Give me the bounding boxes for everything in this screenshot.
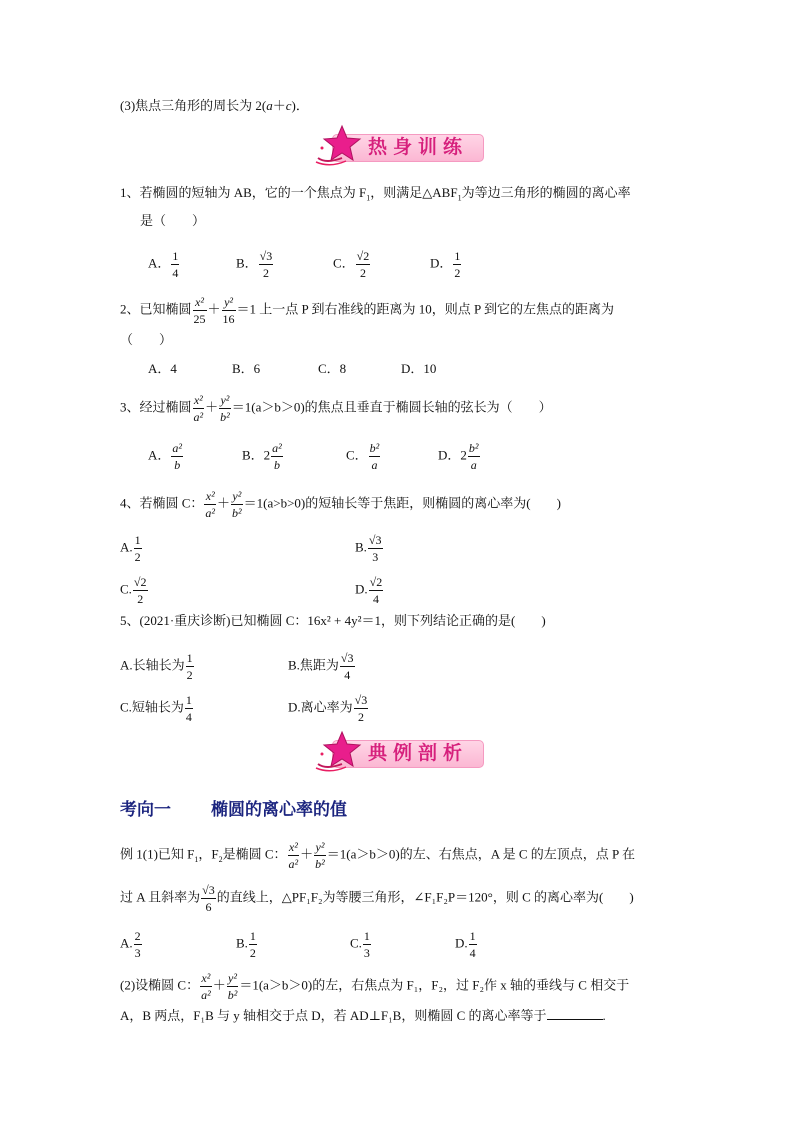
q5-option-b xyxy=(288,652,356,681)
ex2-line1 xyxy=(120,972,629,1001)
option-label: A.长轴长为 xyxy=(120,657,185,673)
warmup-title: 热身训练 xyxy=(367,136,468,158)
ex2-pre: (2)设椭圆 C： xyxy=(120,977,200,993)
intro-var-c: c xyxy=(285,98,292,113)
q2-post: ＝1 上一点 P 到右准线的距离为 10，则点 P 到它的左焦点的距离为 xyxy=(236,301,615,317)
ex2-line2 xyxy=(120,1007,606,1025)
option-label: B．2 xyxy=(242,447,271,463)
q1-option-d xyxy=(430,250,462,279)
option-label: B. xyxy=(355,539,367,555)
q5-line1: 5、(2021·重庆诊断)已知椭圆 C：16x² + 4y²＝1，则下列结论正确的是( ) xyxy=(120,613,546,628)
q4-option-a xyxy=(120,534,143,563)
fraction: $\frac{1}{4}$ xyxy=(172,249,179,280)
q1-line1 xyxy=(120,184,631,202)
fraction: $\frac{√2}{2}$ xyxy=(356,249,370,280)
ex1-post: ＝1(a＞b＞0)的左、右焦点，A 是 C 的左顶点，点 P 在 xyxy=(326,846,636,862)
q2-option-d: D．10 xyxy=(401,361,437,376)
option-label: C. xyxy=(350,935,362,951)
q2-line2: （ ） xyxy=(120,332,173,347)
fraction: $\frac{\text{x²}}{\text{a²}}$ xyxy=(193,393,204,424)
ex1-line2 xyxy=(120,884,634,913)
ex1-line1 xyxy=(120,841,635,870)
q2-option-a: A．4 xyxy=(148,361,177,376)
option-label: A. xyxy=(120,539,133,555)
q4-pre: 4、若椭圆 C： xyxy=(120,495,204,511)
fraction: $\frac{√3}{2}$ xyxy=(259,249,273,280)
ex1-mid2: 是椭圆 C： xyxy=(222,846,287,862)
q2-option-c: C．8 xyxy=(318,361,347,376)
sub: 1 xyxy=(194,855,199,865)
q1-sub2: 1 xyxy=(457,193,462,203)
ex1-pre: 例 1(1)已知 F xyxy=(120,846,195,862)
option-label: C.短轴长为 xyxy=(120,699,184,715)
fraction: $\frac{2}{3}$ xyxy=(134,929,141,960)
fraction: $\frac{\text{x²}}{25}$ xyxy=(193,295,206,326)
section-label: 考向一 xyxy=(120,800,171,820)
fraction: $\frac{\text{y²}}{\text{b²}}$ xyxy=(315,840,325,871)
ex1-option-a xyxy=(120,930,143,959)
option-label: A． xyxy=(148,447,171,463)
fraction: $\frac{\text{b²}}{a}$ xyxy=(369,441,380,472)
fraction: $\frac{\text{x²}}{\text{a²}}$ xyxy=(288,840,299,871)
fraction: $\frac{√2}{2}$ xyxy=(133,575,147,606)
q4-post: ＝1(a>b>0)的短轴长等于焦距，则椭圆的离心率为( ) xyxy=(243,495,561,511)
ex2-end: . xyxy=(602,1008,606,1023)
section-title: 椭圆的离心率的值 xyxy=(211,800,347,820)
option-label: A． xyxy=(148,255,171,271)
option-label: C． xyxy=(333,255,355,271)
plus: ＋ xyxy=(207,301,221,317)
q4-option-c xyxy=(120,576,149,605)
plus: ＋ xyxy=(212,977,226,993)
option-label: D. xyxy=(455,935,468,951)
fraction: $\frac{\text{a²}}{b}$ xyxy=(172,441,182,472)
fraction: $\frac{1}{2}$ xyxy=(186,651,193,682)
fraction: $\frac{√3}{2}$ xyxy=(354,693,368,724)
q1-option-a xyxy=(148,250,180,279)
intro-end: )． xyxy=(291,98,309,113)
intro-text: (3)焦点三角形的周长为 2( xyxy=(120,98,267,113)
q1-option-b xyxy=(236,250,274,279)
fraction: $\frac{1}{2}$ xyxy=(134,533,141,564)
fraction: $\frac{\text{y²}}{\text{b²}}$ xyxy=(232,489,242,520)
q1-option-c xyxy=(333,250,371,279)
ex1-l2-pre: 过 A 且斜率为 xyxy=(120,889,201,905)
sub: 2 xyxy=(218,855,223,865)
q1-text: 1、若椭圆的短轴为 AB，它的一个焦点为 F xyxy=(120,185,367,200)
q1-text-b: ，则满足△ABF xyxy=(370,185,458,200)
q3-line1 xyxy=(120,394,552,423)
option-label: C. xyxy=(120,581,132,597)
q4-option-d xyxy=(355,576,384,605)
intro-line xyxy=(120,97,309,115)
plus: ＋ xyxy=(205,399,219,415)
fraction: $\frac{1}{3}$ xyxy=(363,929,370,960)
q5-option-d xyxy=(288,694,369,723)
q3-option-d xyxy=(438,442,481,471)
answer-blank[interactable] xyxy=(547,1019,603,1020)
fraction: $\frac{√2}{4}$ xyxy=(369,575,383,606)
fraction: $\frac{\text{y²}}{16}$ xyxy=(222,295,235,326)
ex1-option-c xyxy=(350,930,372,959)
ex1-l2-post: 的直线上，△PF₁F₂为等腰三角形，∠F₁F₂P＝120°，则 C 的离心率为( ) xyxy=(216,889,634,905)
examples-title: 典例剖析 xyxy=(367,742,468,764)
plus: ＋ xyxy=(217,495,231,511)
option-label: B. xyxy=(236,935,248,951)
fraction: $\frac{1}{4}$ xyxy=(469,929,476,960)
plus: ＋ xyxy=(300,846,314,862)
ex1-mid: ，F xyxy=(198,846,219,862)
fraction: $\frac{\text{a²}}{b}$ xyxy=(272,441,282,472)
q2-pre: 2、已知椭圆 xyxy=(120,301,192,317)
fraction: $\frac{√3}{3}$ xyxy=(368,533,382,564)
option-label: B.焦距为 xyxy=(288,657,339,673)
fraction: $\frac{\text{x²}}{\text{a²}}$ xyxy=(201,971,211,1002)
fraction: $\frac{\text{b²}}{a}$ xyxy=(468,441,479,472)
q3-pre: 3、经过椭圆 xyxy=(120,399,192,415)
q3-option-c xyxy=(346,442,381,471)
fraction: $\frac{\text{x²}}{\text{a²}}$ xyxy=(205,489,216,520)
option-label: C． xyxy=(346,447,368,463)
q2-line1 xyxy=(120,296,614,325)
option-label: D. xyxy=(355,581,368,597)
fraction: $\frac{1}{4}$ xyxy=(185,693,192,724)
q4-option-b xyxy=(355,534,384,563)
warmup-banner xyxy=(312,124,484,166)
fraction: $\frac{√3}{4}$ xyxy=(340,651,354,682)
option-label: D． xyxy=(430,255,453,271)
ex1-option-b xyxy=(236,930,258,959)
fraction: $\frac{1}{2}$ xyxy=(249,929,256,960)
q1-sub1: 1 xyxy=(366,193,371,203)
q4-line1 xyxy=(120,490,561,519)
fraction: $\frac{\text{y²}}{\text{b²}}$ xyxy=(227,971,238,1002)
q2-option-b: B．6 xyxy=(232,361,261,376)
intro-var-a: a xyxy=(266,98,273,113)
q1-line2: 是（ ） xyxy=(140,213,206,228)
section-heading xyxy=(120,795,347,820)
option-label: D．2 xyxy=(438,447,467,463)
fraction: $\frac{\text{y²}}{\text{b²}}$ xyxy=(220,393,230,424)
option-label: A. xyxy=(120,935,133,951)
q3-post: ＝1(a＞b＞0)的焦点且垂直于椭圆长轴的弦长为（ ） xyxy=(231,399,552,415)
q1-text-c: 为等边三角形的椭圆的离心率 xyxy=(461,185,631,200)
intro-plus: ＋ xyxy=(272,98,286,113)
examples-banner xyxy=(312,730,484,772)
fraction: $\frac{1}{2}$ xyxy=(454,249,461,280)
fraction: $\frac{√3}{6}$ xyxy=(202,883,215,914)
option-label: B． xyxy=(236,255,258,271)
q3-option-b xyxy=(242,442,284,471)
q5-option-a xyxy=(120,652,195,681)
ex2-post: ＝1(a＞b＞0)的左，右焦点为 F₁，F₂，过 F₂作 x 轴的垂线与 C 相交于 xyxy=(239,977,630,993)
q3-option-a xyxy=(148,442,184,471)
ex1-option-d xyxy=(455,930,478,959)
option-label: D.离心率为 xyxy=(288,699,353,715)
ex2-text: A，B 两点，F₁B 与 y 轴相交于点 D，若 AD⊥F₁B，则椭圆 C 的离心率等于 xyxy=(120,1008,547,1023)
q5-option-c xyxy=(120,694,194,723)
